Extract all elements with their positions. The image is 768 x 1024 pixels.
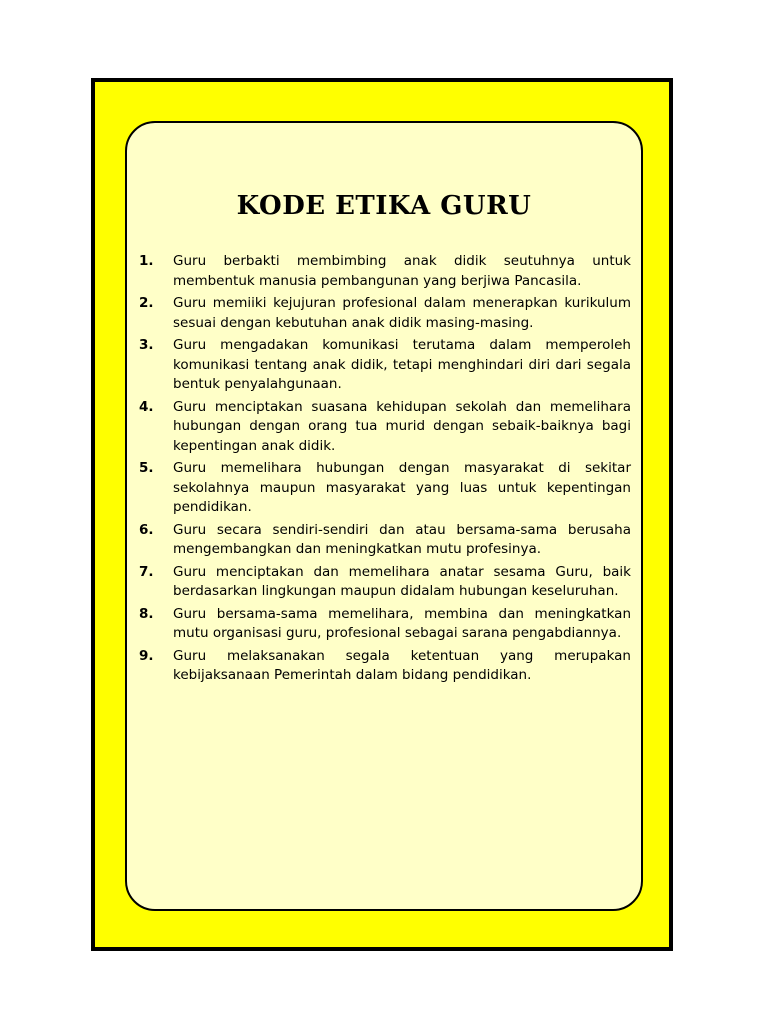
item-number: 5. — [139, 460, 154, 476]
item-text: Guru secara sendiri-sendiri dan atau bersama-sama berusaha mengembangkan dan meningkatkan mutu profesinya. — [173, 521, 631, 557]
item-text: Guru menciptakan dan memelihara anatar sesama Guru, baik berdasarkan lingkungan maupun didalam hubungan keseluruhan. — [173, 563, 631, 599]
list-item — [139, 336, 631, 395]
document-title: KODE ETIKA GURU — [236, 191, 532, 221]
list-item — [139, 605, 631, 644]
item-text: Guru melaksanakan segala ketentuan yang merupakan kebijaksanaan Pemerintah dalam bidang pendidikan. — [173, 647, 631, 683]
item-text: Guru bersama-sama memelihara, membina dan meningkatkan mutu organisasi guru, profesional sebagai sarana pengabdiannya. — [173, 605, 631, 641]
item-number: 7. — [139, 563, 154, 580]
list-item — [139, 252, 631, 291]
list-item — [139, 294, 631, 333]
item-text: Guru menciptakan suasana kehidupan sekolah dan memelihara hubungan dengan orang tua murid dengan sebaik-baiknya bagi kepentingan anak didik. — [173, 398, 631, 454]
item-number: 3. — [139, 337, 154, 353]
list-item — [139, 563, 631, 602]
item-number: 1. — [139, 253, 154, 269]
list-item — [139, 398, 631, 457]
item-number: 8. — [139, 605, 154, 622]
item-number: 4. — [139, 398, 154, 415]
item-number: 2. — [139, 295, 154, 311]
item-text: Guru berbakti membimbing anak didik seutuhnya untuk membentuk manusia pembangunan yang berjiwa Pancasila. — [173, 253, 631, 289]
item-text: Guru memelihara hubungan dengan masyarakat di sekitar sekolahnya maupun masyarakat yang luas untuk kepentingan pendidikan. — [173, 460, 631, 515]
item-text: Guru memiiki kejujuran profesional dalam menerapkan kurikulum sesuai dengan kebutuhan anak didik masing-masing. — [173, 295, 631, 331]
content-panel — [125, 121, 643, 911]
list-item — [139, 521, 631, 560]
item-text: Guru mengadakan komunikasi terutama dalam memperoleh komunikasi tentang anak didik, tetapi menghindari diri dari segala bentuk penyalahgunaan. — [173, 337, 631, 392]
code-of-ethics-list — [139, 252, 631, 689]
list-item — [139, 647, 631, 686]
item-number: 6. — [139, 521, 154, 538]
item-number: 9. — [139, 647, 154, 664]
list-item — [139, 459, 631, 518]
poster-frame — [91, 78, 673, 951]
